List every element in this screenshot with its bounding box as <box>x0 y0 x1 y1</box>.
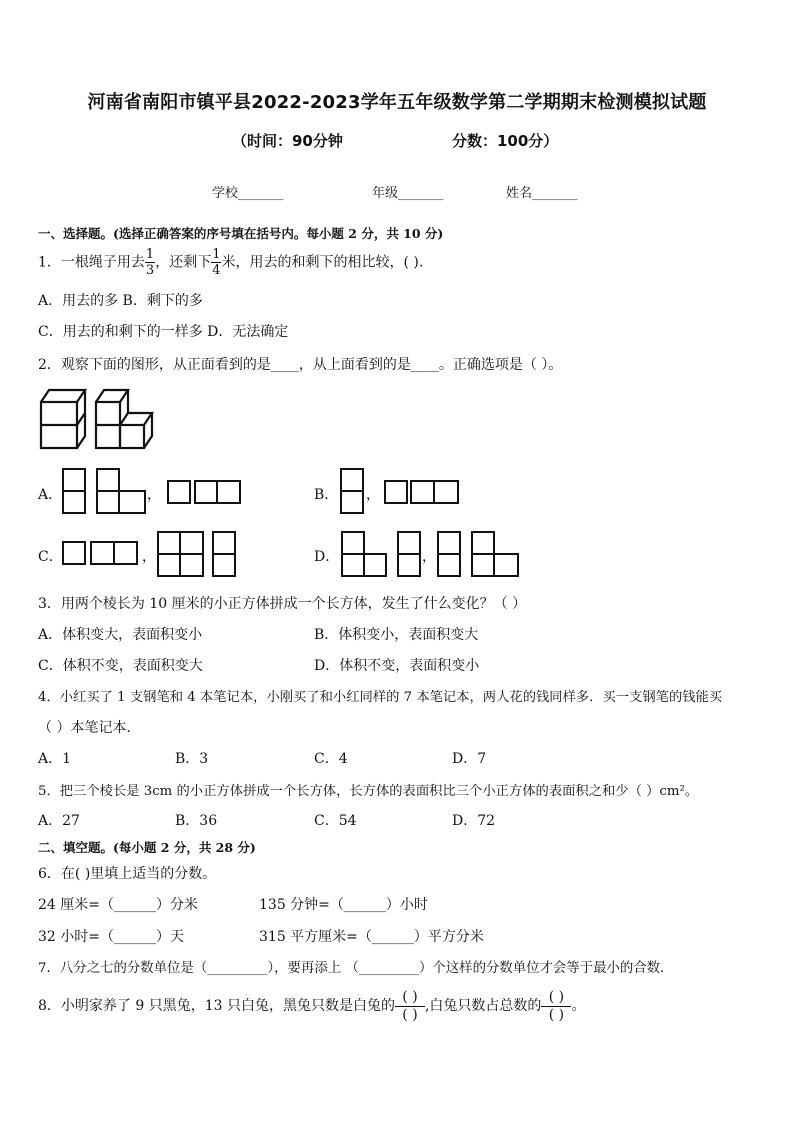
question-4-line1: 4．小红买了 1 支钢笔和 4 本笔记本，小刚买了和小红同样的 7 本笔记本，两人花的钱同样多．买一支钢笔的钱能买 <box>38 690 723 705</box>
question-7: 7．八分之七的分数单位是（_________），要再添上 （_________）个这样的分数单位才会等于最小的合数． <box>38 961 674 976</box>
q1-text-b: ，还剩下 <box>155 254 212 271</box>
page-title: 河南省南阳市镇平县2022-2023学年五年级数学第二学期期末检测模拟试题 <box>87 92 707 113</box>
q1-text-a: 1．一根绳子用去 <box>38 254 145 271</box>
q2-option-c-comma: ， <box>142 549 156 565</box>
q8-text-a: 8．小明家养了 9 只黑兔，13 只白兔，黑兔只数是白兔的 <box>38 998 395 1015</box>
q5-option-d: D．72 <box>452 813 496 829</box>
question-1 <box>38 248 423 277</box>
q2-option-a-label: A． <box>38 487 63 503</box>
q8-f2-numerator: ( ) <box>541 990 571 1007</box>
question-6: 6．在( )里填上适当的分数。 <box>38 866 217 882</box>
q1-fraction-1 <box>145 248 155 277</box>
q3-option-c: C．体积不变，表面积变大 <box>38 658 203 674</box>
q3-option-d: D．体积不变，表面积变小 <box>314 658 480 674</box>
q4-option-b: B．3 <box>175 751 209 767</box>
q1-f2-denominator: 4 <box>212 263 221 278</box>
question-2: 2．观察下面的图形，从正面看到的是____，从上面看到的是____。正确选项是（ ）。 <box>38 357 563 373</box>
section1-heading: 一、选择题。(选择正确答案的序号填在括号内。每小题 2 分，共 10 分) <box>38 226 444 241</box>
name-field: 姓名_______ <box>506 186 578 201</box>
q5-option-c: C．54 <box>314 813 357 829</box>
q2-option-d-comma: ， <box>422 549 436 565</box>
q4-option-a: A．1 <box>38 751 72 767</box>
total-score: 分数：100分） <box>452 132 559 150</box>
q1-options-ab: A．用去的多 B．剩下的多 <box>38 293 203 309</box>
school-field: 学校_______ <box>212 186 284 201</box>
q8-fraction-blank-2 <box>541 990 571 1022</box>
q2-option-a-comma: ， <box>147 487 161 503</box>
q2-option-b-views <box>340 467 462 517</box>
q5-option-a: A．27 <box>38 813 80 829</box>
question-4-line2: （ ）本笔记本． <box>38 720 141 736</box>
q3-option-b: B．体积变小，表面积变大 <box>314 627 479 643</box>
q2-option-d-label: D． <box>314 549 340 565</box>
q6-blank-a: 24 厘米=（______）分米 <box>38 897 198 913</box>
grade-field: 年级_______ <box>372 186 444 201</box>
q8-text-c: 。 <box>571 998 586 1015</box>
q8-fraction-blank-1 <box>395 990 425 1022</box>
q8-f2-denominator: ( ) <box>548 1006 565 1023</box>
q2-solid-figures <box>38 384 168 452</box>
q1-options-cd: C．用去的和剩下的一样多 D．无法确定 <box>38 324 289 340</box>
section2-heading: 二、填空题。(每小题 2 分，共 28 分) <box>38 840 256 855</box>
q6-blank-b: 135 分钟=（______）小时 <box>259 897 428 913</box>
q1-f2-numerator: 1 <box>212 247 221 262</box>
q4-option-d: D．7 <box>452 751 487 767</box>
q8-text-b: ,白兔只数占总数的 <box>424 998 542 1015</box>
q2-option-b-label: B． <box>314 487 339 503</box>
q2-option-c-label: C． <box>38 549 63 565</box>
q8-f1-denominator: ( ) <box>402 1006 418 1023</box>
q4-option-c: C．4 <box>314 751 348 767</box>
q8-f1-numerator: ( ) <box>395 990 425 1007</box>
q1-f1-numerator: 1 <box>145 247 155 262</box>
q2-option-b-comma: ， <box>366 487 380 503</box>
q6-blank-c: 32 小时=（______）天 <box>38 929 184 945</box>
q6-blank-d: 315 平方厘米=（______）平方分米 <box>259 929 484 945</box>
question-8 <box>38 990 585 1022</box>
q1-f1-denominator: 3 <box>145 263 155 278</box>
q1-text-c: 米，用去的和剩下的相比较，( ). <box>221 254 424 271</box>
q3-option-a: A．体积变大，表面积变小 <box>38 627 203 643</box>
question-5: 5．把三个棱长是 3cm 的小正方体拼成一个长方体，长方体的表面积比三个小正方体的表面积之和少（ ）cm²。 <box>38 784 699 799</box>
question-3: 3．用两个棱长为 10 厘米的小正方体拼成一个长方体，发生了什么变化？（ ） <box>38 596 527 612</box>
q5-option-b: B．36 <box>175 813 218 829</box>
time-limit: （时间：90分钟 <box>232 132 343 150</box>
q1-fraction-2 <box>211 248 221 277</box>
